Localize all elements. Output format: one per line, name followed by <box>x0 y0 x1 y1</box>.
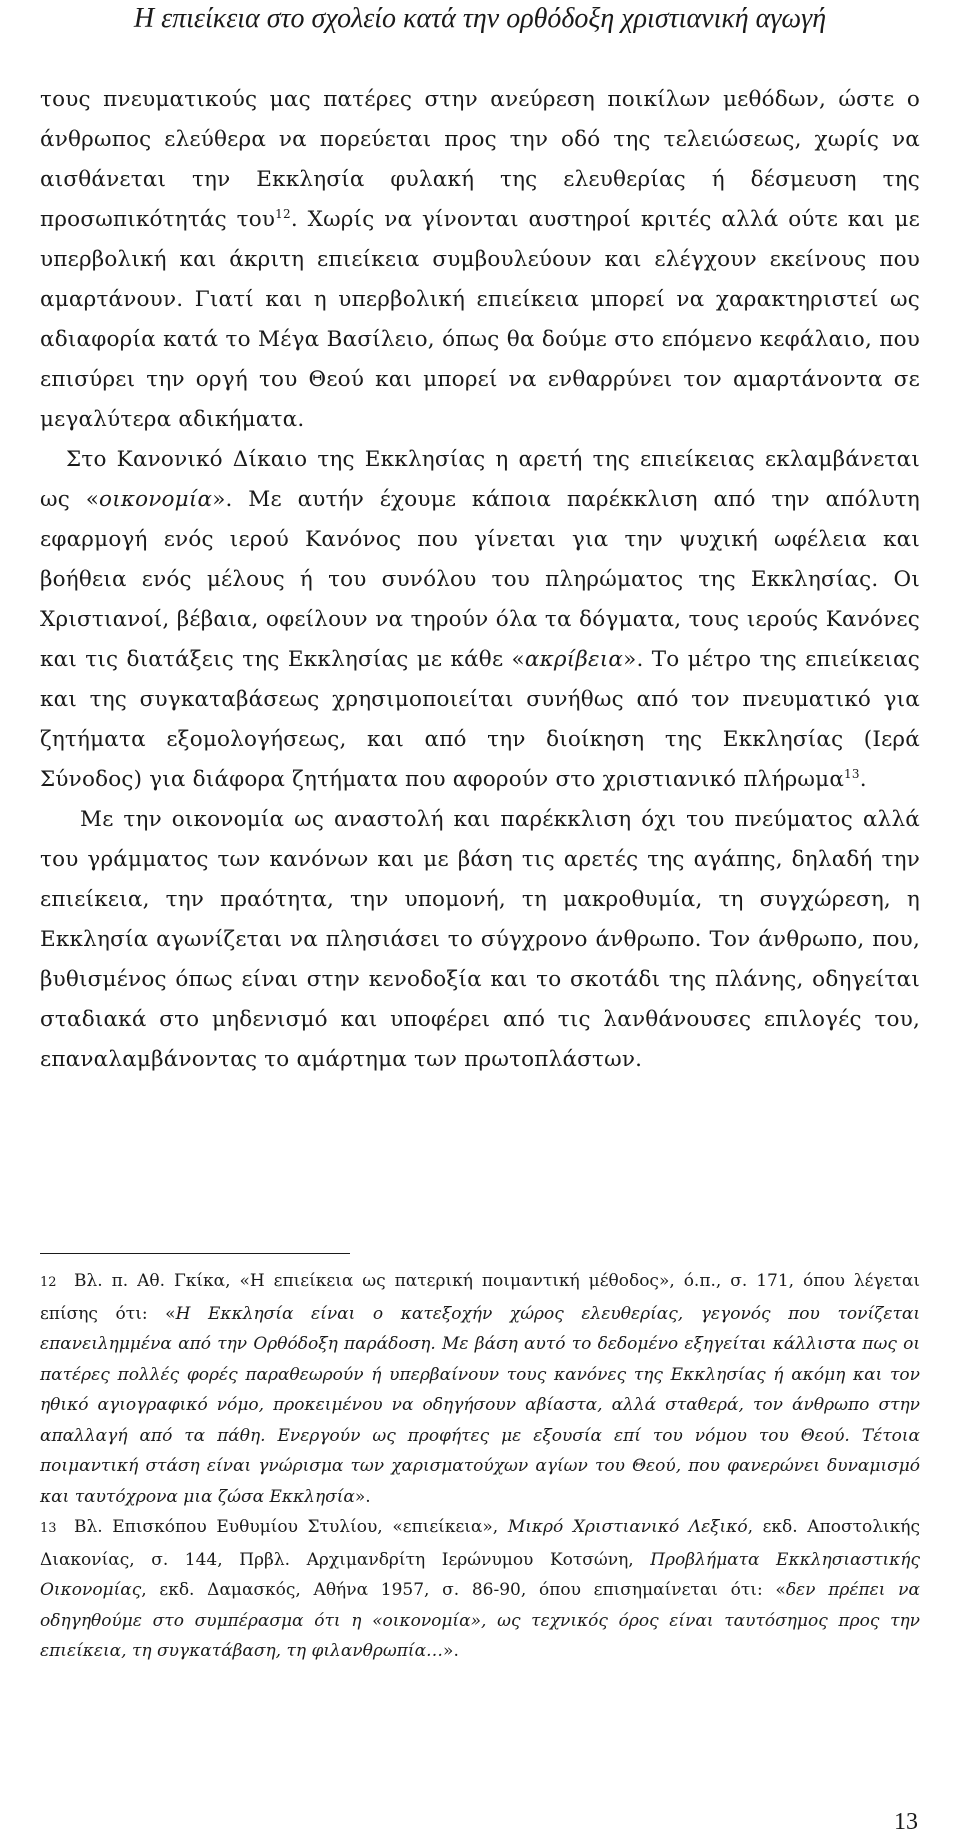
footnote-ref-12[interactable]: 12 <box>275 206 291 221</box>
paragraph-2: Στο Κανονικό Δίκαιο της Εκκλησίας η αρετή της επιείκειας εκλαμβάνεται ως «οικονομία». Με αυτήν έχουμε κάποια παρέκκλιση από την απόλυτη εφαρμογή ενός ιερού Κανόνος που γίνεται για την ψυχική ωφέλεια και βοήθεια ενός μέλους ή του συνόλου του πληρώματος της Εκκλησίας. Οι Χριστιανοί, βέβαια, οφείλουν να τηρούν όλα τα δόγματα, τους ιερούς Κανόνες και τις διατάξεις της Εκκλησίας με κάθε «ακρίβεια». Το μέτρο της επιείκειας και της συγκαταβάσεως χρησιμοποιείται συνήθως από τον πνευματικό για ζητήματα εξομολογήσεως, και από την διοίκηση της Εκκλησίας (Ιερά Σύνοδος) για διάφορα ζητήματα που αφορούν στο χριστιανικό πλήρωμα$^{13}$. <box>40 447 920 792</box>
paragraph-1: τους πνευματικούς μας πατέρες στην ανεύρεση ποικίλων μεθόδων, ώστε ο άνθρωπος ελεύθερα να πορεύεται προς την οδό της τελειώσεως, χωρίς να αισθάνεται την Εκκλησία φυλακή της ελευθερίας ή δέσμευση της προσωπικότητάς του$^{12}$. Χωρίς να γίνονται αυστηροί κριτές αλλά ούτε και με υπερβολική και άκριτη επιείκεια συμβουλεύουν και ελέγχουν εκείνους που αμαρτάνουν. Γιατί και η υπερβολική επιείκεια μπορεί να χαρακτηριστεί ως αδιαφορία κατά το Μέγα Βασίλειο, όπως θα δούμε στο επόμενο κεφάλαιο, που επισύρει την οργή του Θεού και μπορεί να ενθαρρύνει τον αμαρτάνοντα σε μεγαλύτερα αδικήματα. <box>40 87 920 432</box>
footnote-12: 12 Βλ. π. Αθ. Γκίκα, «Η επιείκεια ως πατερική ποιμαντική μέθοδος», ό.π., σ. 171, όπου λέγεται επίσης ότι: «Η Εκκλησία είναι ο κατεξοχήν χώρος ελευθερίας, γεγονός που τονίζεται επανειλημμένα από την Ορθόδοξη παράδοση. Με βάση αυτό το δεδομένο εξηγείται κάλλιστα πως οι πατέρες πολλές φορές παραθεωρούν ή υπερβαίνουν τους κανόνες της Εκκλησίας ή ακόμη και τον ηθικό αγιογραφικό νόμο, προκειμένου να οδηγήσουν αβίαστα, αλλά σταθερά, τον άνθρωπο στην απαλλαγή από τα πάθη. Ενεργούν ως προφήτες με εξουσία επί του νόμου του Θεού. Τέτοια ποιμαντική στάση είναι γνώρισμα των χαρισματούχων αγίων του Θεού, που φανερώνει δυναμισμό και ταυτόχρονα μια ζώσα Εκκλησία». <box>40 1266 920 1512</box>
footnotes <box>40 1266 920 1667</box>
body-text <box>40 80 920 1080</box>
footnote-number: 13 <box>40 1521 57 1536</box>
running-header: Η επιείκεια στο σχολείο κατά την ορθόδοξη χριστιανική αγωγή <box>133 3 827 34</box>
page-number: 13 <box>894 1809 918 1835</box>
footnote-separator <box>40 1253 350 1254</box>
footnote-13: 13 Βλ. Επισκόπου Ευθυμίου Στυλίου, «επιείκεια», Μικρό Χριστιανικό Λεξικό, εκδ. Αποστολικής Διακονίας, σ. 144, Πρβλ. Αρχιμανδρίτη Ιερώνυμου Κοτσώνη, Προβλήματα Εκκλησιαστικής Οικονομίας, εκδ. Δαμασκός, Αθήνα 1957, σ. 86-90, όπου επισημαίνεται ότι: «δεν πρέπει να οδηγηθούμε στο συμπέρασμα ότι η «οικονομία», ως τεχνικός όρος είναι ταυτόσημος προς την επιείκεια, τη συγκατάβαση, τη φιλανθρωπία…». <box>40 1512 920 1667</box>
paragraph-3: Με την οικονομία ως αναστολή και παρέκκλιση όχι του πνεύματος αλλά του γράμματος των κανόνων και με βάση τις αρετές της αγάπης, δηλαδή την επιείκεια, την πραότητα, την υπομονή, τη μακροθυμία, τη συγχώρεση, η Εκκλησία αγωνίζεται να πλησιάσει το σύγχρονο άνθρωπο. Τον άνθρωπο, που, βυθισμένος όπως είναι στην κενοδοξία και το σκοτάδι της πλάνης, οδηγείται σταδιακά στο μηδενισμό και υποφέρει από τις λανθάνουσες επιλογές του, επαναλαμβάνοντας το αμάρτημα των πρωτοπλάστων. <box>40 807 920 1072</box>
footnote-ref-13[interactable]: 13 <box>844 766 860 781</box>
footnote-number: 12 <box>40 1275 57 1290</box>
